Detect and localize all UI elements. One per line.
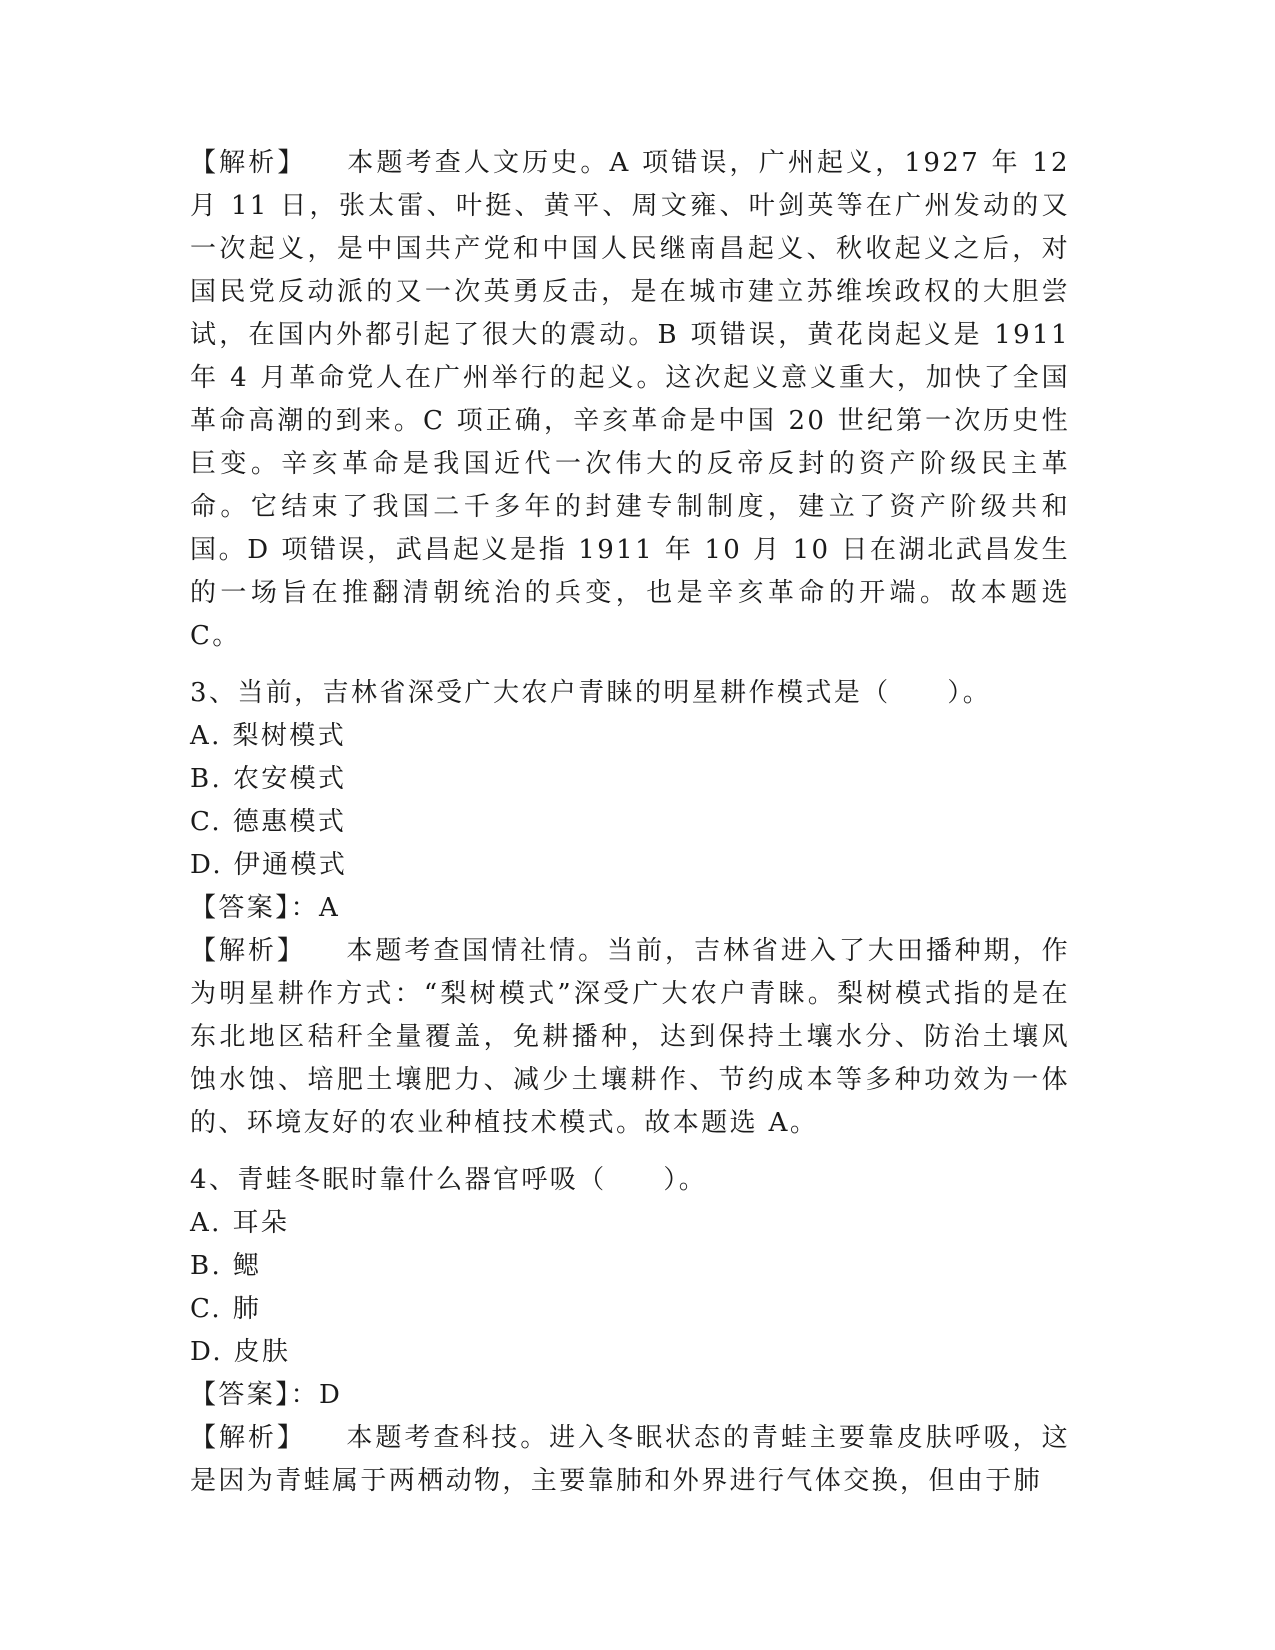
analysis-text: 本题考查国情社情。当前，吉林省进入了大田播种期，作为明星耕作方式：“梨树模式”深受广大农户青睐。梨树模式指的是在东北地区秸秆全量覆盖，免耕播种，达到保持土壤水分、防治土壤风蚀水蚀、培肥土壤肥力、减少土壤耕作、节约成本等多种功效为一体的、环境友好的农业种植技术模式。故本题选 A。 bbox=[190, 936, 1070, 1138]
answer-value: ：A bbox=[290, 893, 341, 923]
analysis-text: 本题考查人文历史。A 项错误，广州起义，1927 年 12 月 11 日，张太雷、叶挺、黄平、周文雍、叶剑英等在广州发动的又一次起义，是中国共产党和中国人民继南昌起义、秋收起义之后，对国民党反动派的又一次英勇反击，是在城市建立苏维埃政权的大胆尝试，在国内外都引起了很大的震动。B 项错误，黄花岗起义是 1911 年 4 月革命党人在广州举行的起义。这次起义意义重大，加快了全国革命高潮的到来。C 项正确，辛亥革命是中国 20 世纪第一次历史性巨变。辛亥革命是我国近代一次伟大的反帝反封的资产阶级民主革命。它结束了我国二千多年的封建专制制度，建立了资产阶级共和国。D 项错误，武昌起义是指 1911 年 10 月 10 日在湖北武昌发生的一场旨在推翻清朝统治的兵变，也是辛亥革命的开端。故本题选 C。 bbox=[190, 148, 1070, 651]
q4-option-b: B. 鳃 bbox=[190, 1251, 262, 1281]
answer-label: 【答案】 bbox=[190, 1380, 291, 1410]
document-page bbox=[190, 142, 1070, 1503]
q3-answer bbox=[190, 887, 1070, 930]
q4-analysis bbox=[190, 1417, 1070, 1503]
q2-analysis bbox=[190, 142, 1070, 658]
analysis-label: 【解析】 bbox=[190, 148, 307, 178]
answer-label: 【答案】 bbox=[190, 893, 291, 923]
analysis-label: 【解析】 bbox=[190, 936, 306, 966]
q3-option-d: D. 伊通模式 bbox=[190, 850, 348, 880]
q3-option-c: C. 德惠模式 bbox=[190, 807, 347, 837]
q4-option-c: C. 肺 bbox=[190, 1294, 262, 1324]
answer-value: ：D bbox=[290, 1380, 343, 1410]
q4-option-d: D. 皮肤 bbox=[190, 1337, 291, 1367]
q3-option-b: B. 农安模式 bbox=[190, 764, 347, 794]
q3-question: 3、当前，吉林省深受广大农户青睐的明星耕作模式是（ ）。 bbox=[190, 678, 992, 708]
q4-option-a: A. 耳朵 bbox=[190, 1208, 290, 1238]
q4-question: 4、青蛙冬眠时靠什么器官呼吸（ ）。 bbox=[190, 1165, 708, 1195]
analysis-label: 【解析】 bbox=[190, 1423, 306, 1453]
q3-option-a: A. 梨树模式 bbox=[190, 721, 347, 751]
q4-answer bbox=[190, 1374, 1070, 1417]
analysis-text: 本题考查科技。进入冬眠状态的青蛙主要靠皮肤呼吸，这是因为青蛙属于两栖动物，主要靠肺和外界进行气体交换，但由于肺 bbox=[190, 1423, 1070, 1496]
q3-analysis bbox=[190, 930, 1070, 1145]
